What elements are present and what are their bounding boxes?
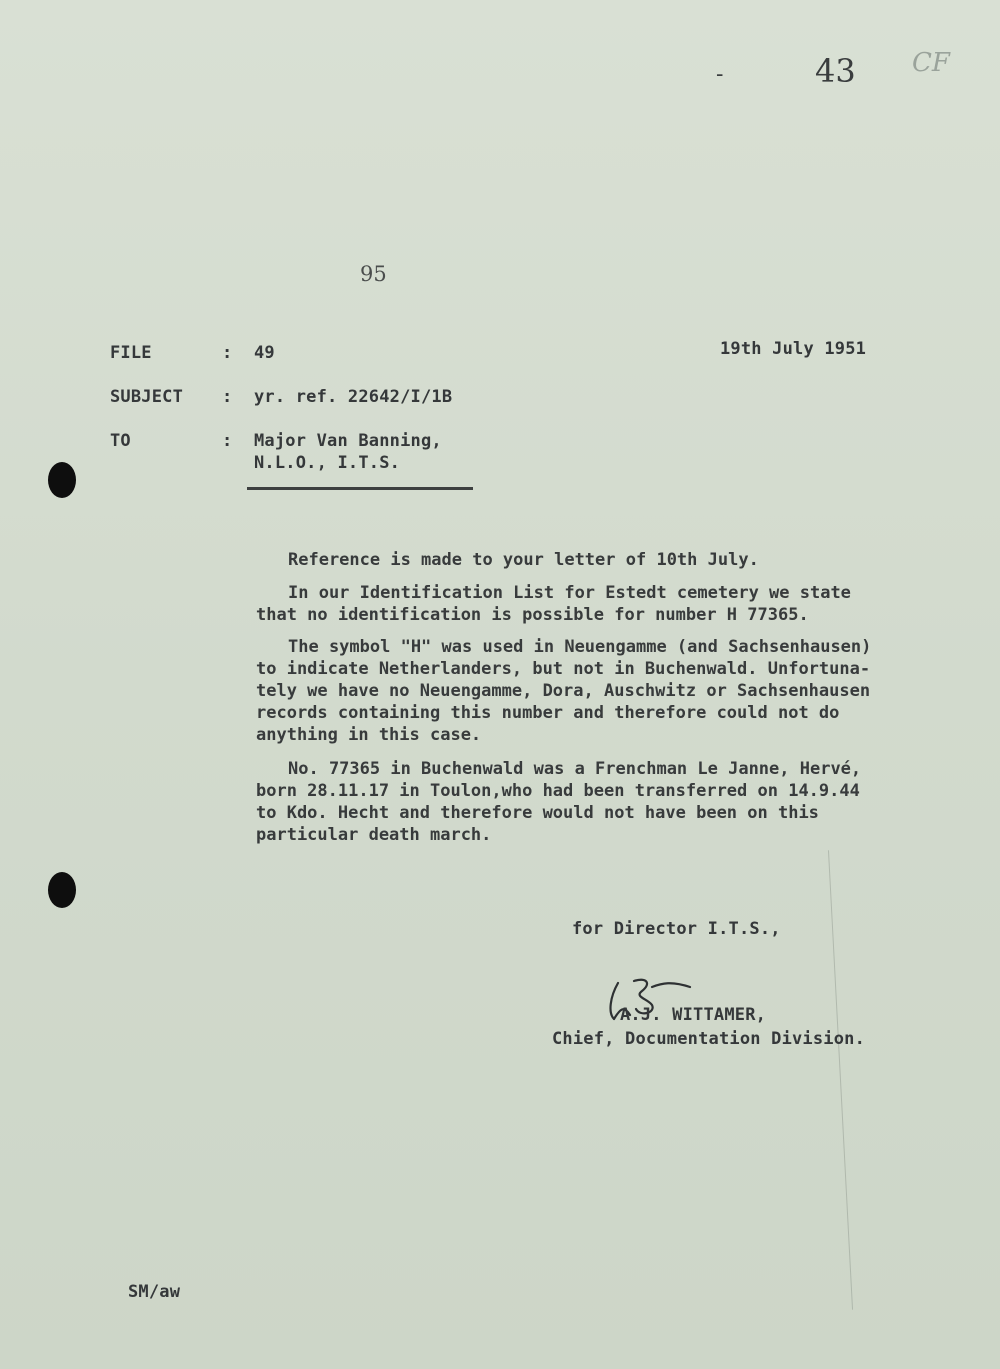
to-separator: : — [222, 431, 233, 451]
body-line: to Kdo. Hecht and therefore would not have been on this — [256, 803, 819, 823]
body-line: No. 77365 in Buchenwald was a Frenchman Le Janne, Hervé, — [288, 759, 862, 779]
to-label: TO — [110, 431, 131, 451]
file-separator: : — [222, 343, 233, 363]
stamp-number: 95 — [360, 262, 387, 286]
file-value: 49 — [254, 343, 275, 363]
signature-for-line: for Director I.T.S., — [572, 919, 781, 939]
letter-date: 19th July 1951 — [720, 339, 867, 359]
typist-initials: SM/aw — [128, 1282, 181, 1302]
address-divider — [247, 487, 473, 490]
subject-label: SUBJECT — [110, 387, 184, 407]
page-number: 43 — [815, 52, 856, 90]
signatory-name: A.J. WITTAMER, — [620, 1005, 767, 1025]
file-label: FILE — [110, 343, 152, 363]
body-line: to indicate Netherlanders, but not in Buchenwald. Unfortuna- — [256, 659, 871, 679]
to-recipient-line1: Major Van Banning, — [254, 431, 442, 451]
punch-hole-top — [48, 462, 76, 498]
signatory-title: Chief, Documentation Division. — [552, 1029, 866, 1049]
subject-separator: : — [222, 387, 233, 407]
body-line: The symbol "H" was used in Neuengamme (and Sachsenhausen) — [288, 637, 872, 657]
header-dash: - — [716, 62, 724, 87]
body-line: anything in this case. — [256, 725, 482, 745]
body-line: particular death march. — [256, 825, 492, 845]
body-line: born 28.11.17 in Toulon,who had been transferred on 14.9.44 — [256, 781, 860, 801]
body-line: records containing this number and therefore could not do — [256, 703, 840, 723]
punch-hole-bottom — [48, 872, 76, 908]
body-line: that no identification is possible for number H 77365. — [256, 605, 809, 625]
body-line: tely we have no Neuengamme, Dora, Auschwitz or Sachsenhausen — [256, 681, 871, 701]
paper-fold-mark — [828, 850, 853, 1309]
subject-value: yr. ref. 22642/I/1B — [254, 387, 453, 407]
to-recipient-line2: N.L.O., I.T.S. — [254, 453, 401, 473]
body-line: In our Identification List for Estedt cemetery we state — [288, 583, 851, 603]
body-line: Reference is made to your letter of 10th July. — [288, 550, 759, 570]
pencil-note: CF — [912, 48, 950, 78]
